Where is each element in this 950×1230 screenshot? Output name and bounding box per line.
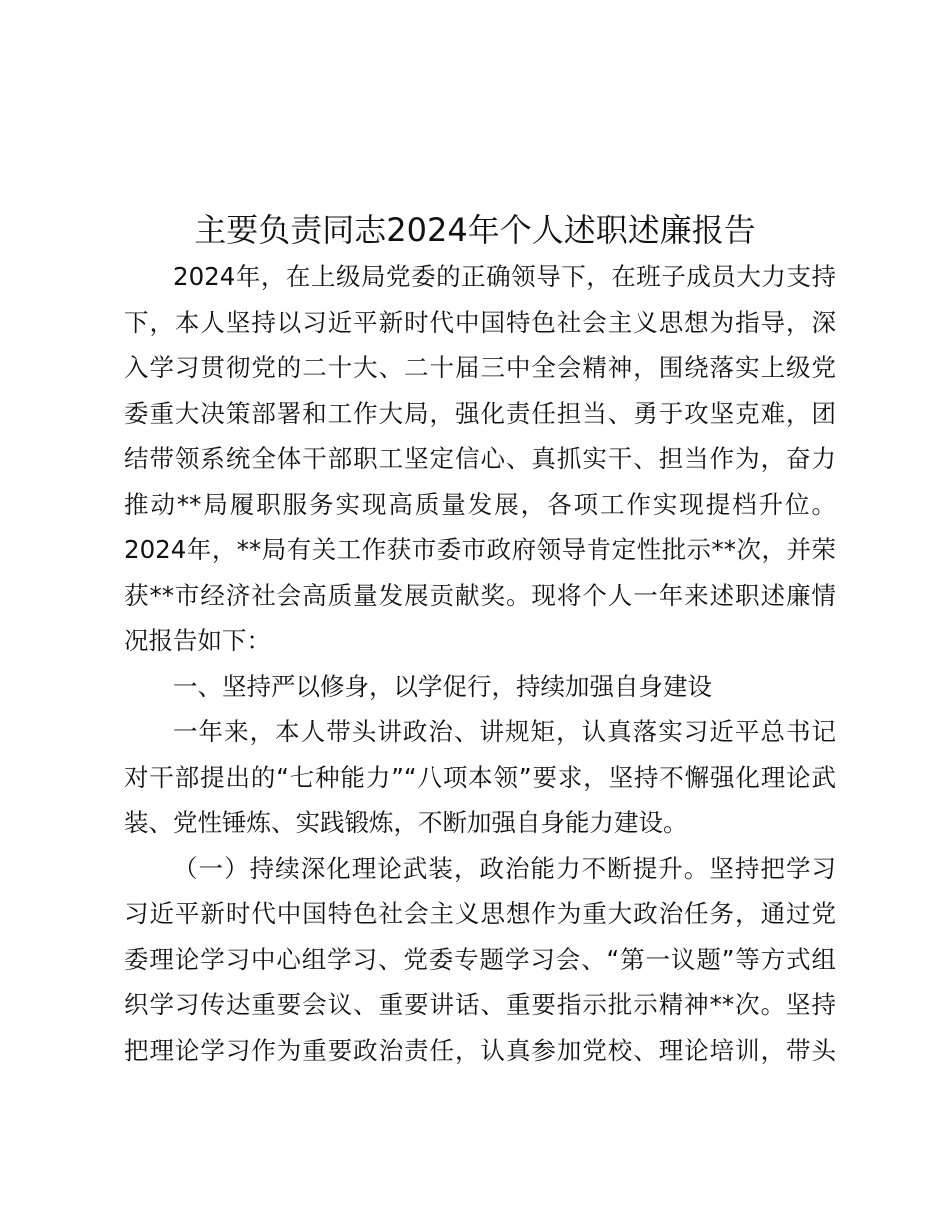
paragraph-line: 2024年，在上级局党委的正确领导下，在班子成员大力支持 bbox=[173, 262, 836, 291]
section-heading: 一、坚持严以修身，以学促行，持续加强自身建设 bbox=[173, 671, 712, 701]
paragraph-line: 一年来，本人带头讲政治、讲规矩，认真落实习近平总书记 bbox=[173, 717, 836, 746]
paragraph-line: 下，本人坚持以习近平新时代中国特色社会主义思想为指导，深 bbox=[124, 307, 836, 337]
subsection-line: （一）持续深化理论武装，政治能力不断提升。坚持把学习 bbox=[173, 853, 836, 883]
document-title: 主要负责同志2024年个人述职述廉报告 bbox=[194, 211, 756, 249]
paragraph-line: 委重大决策部署和工作大局，强化责任担当、勇于攻坚克难，团 bbox=[124, 398, 836, 428]
paragraph-line: 习近平新时代中国特色社会主义思想作为重大政治任务，通过党 bbox=[124, 899, 836, 928]
paragraph-line: 获**市经济社会高质量发展贡献奖。现将个人一年来述职述廉情 bbox=[124, 580, 836, 610]
paragraph-line: 结带领系统全体干部职工坚定信心、真抓实干、担当作为，奋力 bbox=[124, 444, 836, 473]
paragraph-line: 况报告如下： bbox=[124, 626, 271, 655]
paragraph-line: 2024年，**局有关工作获市委市政府领导肯定性批示**次，并荣 bbox=[124, 535, 836, 564]
paragraph-line: 装、党性锤炼、实践锻炼，不断加强自身能力建设。 bbox=[124, 808, 688, 837]
paragraph-line: 织学习传达重要会议、重要讲话、重要指示批示精神**次。坚持 bbox=[124, 990, 836, 1019]
paragraph-line: 推动**局履职服务实现高质量发展，各项工作实现提档升位。 bbox=[124, 489, 836, 519]
paragraph-line: 对干部提出的“七种能力”“八项本领”要求，坚持不懈强化理论武 bbox=[124, 762, 836, 792]
document-body bbox=[124, 254, 836, 1073]
paragraph-line: 把理论学习作为重要政治责任，认真参加党校、理论培训，带头 bbox=[124, 1035, 836, 1065]
paragraph-line: 入学习贯彻党的二十大、二十届三中全会精神，围绕落实上级党 bbox=[124, 353, 836, 382]
paragraph-line: 委理论学习中心组学习、党委专题学习会、“第一议题”等方式组 bbox=[124, 944, 836, 974]
